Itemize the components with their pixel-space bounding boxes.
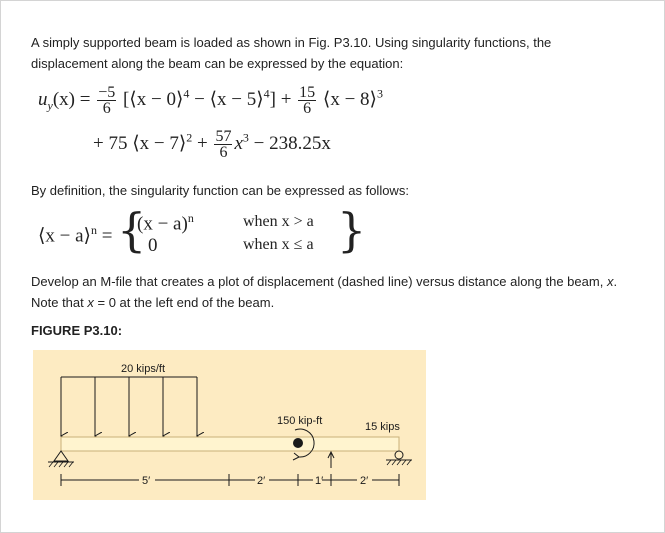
point-load-label: 15 kips: [365, 421, 400, 433]
figure-heading: FIGURE P3.10:: [31, 323, 123, 338]
right-brace: }: [337, 203, 367, 257]
task-part1: Develop an M-file that creates a plot of displacement (dashed line) versus distance along the beam,: [31, 274, 607, 289]
dim-label-2ft-a: 2′: [257, 475, 266, 487]
moment-label: 150 kip-ft: [277, 415, 323, 427]
eq-line2-x: x: [234, 132, 243, 154]
dim-label-2ft-b: 2′: [360, 475, 369, 487]
beam-diagram: [33, 350, 426, 500]
sing-equals: =: [96, 225, 113, 247]
sing-lhs: ⟨x − a⟩: [38, 225, 91, 247]
displacement-equation-line2: [93, 129, 331, 160]
beam: [61, 437, 399, 451]
fraction-57-over-6: [214, 129, 232, 160]
definition-statement: By definition, the singularity function can be expressed as follows:: [31, 183, 409, 198]
frac3-den: 6: [219, 144, 228, 161]
eq-line2-x-exp: 3: [242, 130, 249, 145]
moment-point: [293, 438, 303, 448]
eq-term3: ⟨x − 8⟩: [322, 88, 377, 110]
left-brace: {: [117, 203, 147, 257]
fraction-neg5-over-6: [97, 85, 116, 116]
eq-line2-tail: − 238.25x: [248, 132, 331, 154]
roller-support-icon: [395, 451, 403, 459]
dim-label-5ft: 5′: [142, 475, 151, 487]
eq-line2-plus: +: [192, 132, 208, 154]
dimension-line: [61, 474, 399, 486]
frac2-den: 6: [303, 100, 312, 117]
sing-lhs-exp: n: [90, 223, 97, 237]
dim-label-1ft: 1′: [315, 475, 324, 487]
frac1-num: −5: [98, 84, 116, 101]
eq-lhs: u: [38, 88, 48, 110]
eq-lhs-arg: (x) =: [52, 88, 91, 110]
eq-term2-exp: 4: [263, 86, 270, 101]
case2-value: 0: [148, 235, 158, 256]
right-ground-hatch: [387, 460, 411, 465]
pin-support-icon: [54, 451, 68, 461]
left-ground-hatch: [49, 462, 73, 467]
eq-term2: − ⟨x − 5⟩: [189, 88, 264, 110]
case1-condition: when x > a: [243, 213, 314, 230]
fraction-15-over-6: [298, 85, 316, 116]
task-part2: . Note that: [31, 274, 618, 310]
distributed-load-arrows: [61, 377, 197, 436]
case1-exp: n: [187, 211, 194, 225]
eq-lhs-sub: y: [47, 98, 53, 113]
case1-value-text: (x − a): [137, 213, 188, 235]
displacement-equation-line1: [38, 85, 383, 116]
frac1-den: 6: [102, 100, 111, 117]
eq-term1: [⟨x − 0⟩: [122, 88, 184, 110]
task-var1: x: [606, 274, 614, 289]
problem-statement: A simply supported beam is loaded as shown in Fig. P3.10. Using singularity functions, the displacement along the beam can be expressed by the equation:: [31, 35, 552, 71]
beam-figure: [33, 350, 426, 500]
eq-term1-exp: 4: [183, 86, 190, 101]
eq-term2-close: ] +: [269, 88, 292, 110]
eq-term3-exp: 3: [376, 86, 383, 101]
eq-line2-term1-exp: 2: [186, 130, 193, 145]
case2-condition: when x ≤ a: [243, 236, 314, 253]
frac3-num: 57: [215, 128, 232, 145]
distributed-load-label: 20 kips/ft: [121, 363, 166, 375]
task-statement: [31, 271, 631, 313]
task-var2: x: [87, 295, 94, 310]
frac2-num: 15: [299, 84, 316, 101]
eq-line2-term1: + 75 ⟨x − 7⟩: [93, 132, 187, 154]
singularity-lhs: [38, 223, 112, 247]
moment-arrowhead: [293, 453, 299, 460]
task-part3: = 0 at the left end of the beam.: [93, 295, 275, 310]
case1-value: [137, 211, 194, 235]
